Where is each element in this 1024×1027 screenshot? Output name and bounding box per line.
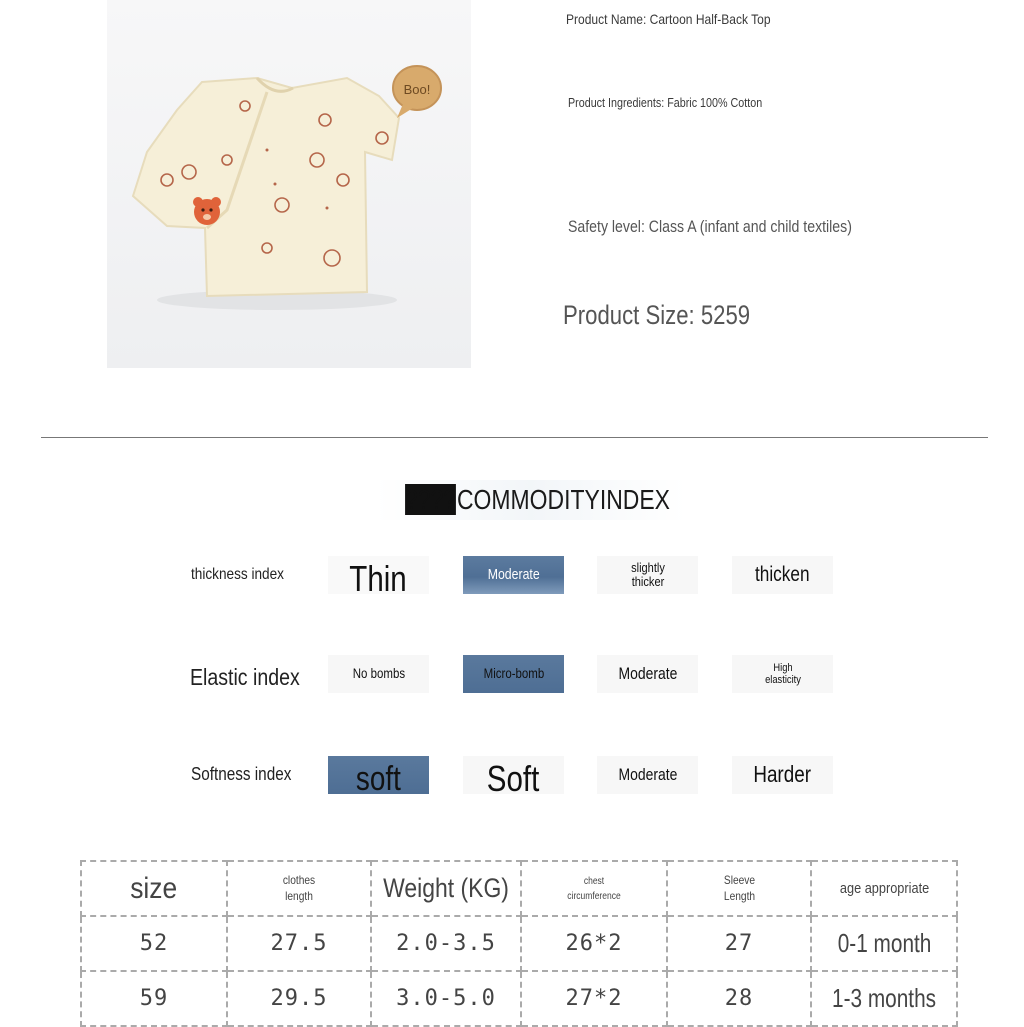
cell-weight: 3.0-5.0 bbox=[371, 971, 521, 1026]
svg-text:Boo!: Boo! bbox=[403, 82, 431, 97]
title-text: COMMODITYINDEX bbox=[456, 484, 671, 515]
cell-sleeve: 27 bbox=[667, 916, 811, 971]
product-size: Product Size: 5259 bbox=[563, 300, 751, 330]
section-divider bbox=[41, 437, 988, 438]
cell-age: 1-3 months bbox=[811, 971, 957, 1026]
cell-chest: 26*2 bbox=[521, 916, 667, 971]
header-chest-circumference: chest circumference bbox=[521, 861, 667, 916]
softness-option-harder: Harder bbox=[732, 756, 833, 794]
elastic-option-high-elasticity: High elasticity bbox=[732, 655, 833, 693]
header-age-appropriate: age appropriate bbox=[811, 861, 957, 916]
thickness-option-moderate: Moderate bbox=[463, 556, 564, 594]
elastic-index-label: Elastic index bbox=[190, 664, 300, 690]
header-sleeve-length: Sleeve Length bbox=[667, 861, 811, 916]
size-table-header-row bbox=[81, 861, 957, 916]
softness-option-moderate: Moderate bbox=[597, 756, 698, 794]
cell-weight: 2.0-3.5 bbox=[371, 916, 521, 971]
elastic-option-micro-bomb: Micro-bomb bbox=[463, 655, 564, 693]
commodity-index-title bbox=[376, 480, 686, 520]
softness-option-soft: soft bbox=[328, 756, 429, 794]
product-photo bbox=[107, 0, 471, 368]
safety-level: Safety level: Class A (infant and child textiles) bbox=[568, 217, 852, 236]
thickness-option-thicken: thicken bbox=[732, 556, 833, 594]
softness-index-label: Softness index bbox=[191, 764, 292, 784]
product-name: Product Name: Cartoon Half-Back Top bbox=[566, 11, 771, 27]
elastic-option-no-bombs: No bombs bbox=[328, 655, 429, 693]
cell-chest: 27*2 bbox=[521, 971, 667, 1026]
softness-option-soft-alt: Soft bbox=[463, 756, 564, 794]
thickness-index-label: thickness index bbox=[191, 566, 284, 583]
elastic-option-moderate: Moderate bbox=[597, 655, 698, 693]
cell-clothes-length: 29.5 bbox=[227, 971, 371, 1026]
cell-size: 59 bbox=[81, 971, 227, 1026]
header-size: size bbox=[81, 861, 227, 916]
cell-age: 0-1 month bbox=[811, 916, 957, 971]
thickness-option-slightly-thicker: slightly thicker bbox=[597, 556, 698, 594]
table-row bbox=[81, 916, 957, 971]
product-ingredients: Product Ingredients: Fabric 100% Cotton bbox=[568, 96, 763, 110]
size-table bbox=[80, 860, 958, 1027]
header-clothes-length: clothes length bbox=[227, 861, 371, 916]
header-weight: Weight (KG) bbox=[371, 861, 521, 916]
cell-size: 52 bbox=[81, 916, 227, 971]
thickness-option-thin: Thin bbox=[328, 556, 429, 594]
title-mark: ???? bbox=[405, 484, 457, 515]
cell-clothes-length: 27.5 bbox=[227, 916, 371, 971]
baby-top-illustration bbox=[107, 0, 471, 368]
table-row bbox=[81, 971, 957, 1026]
cell-sleeve: 28 bbox=[667, 971, 811, 1026]
